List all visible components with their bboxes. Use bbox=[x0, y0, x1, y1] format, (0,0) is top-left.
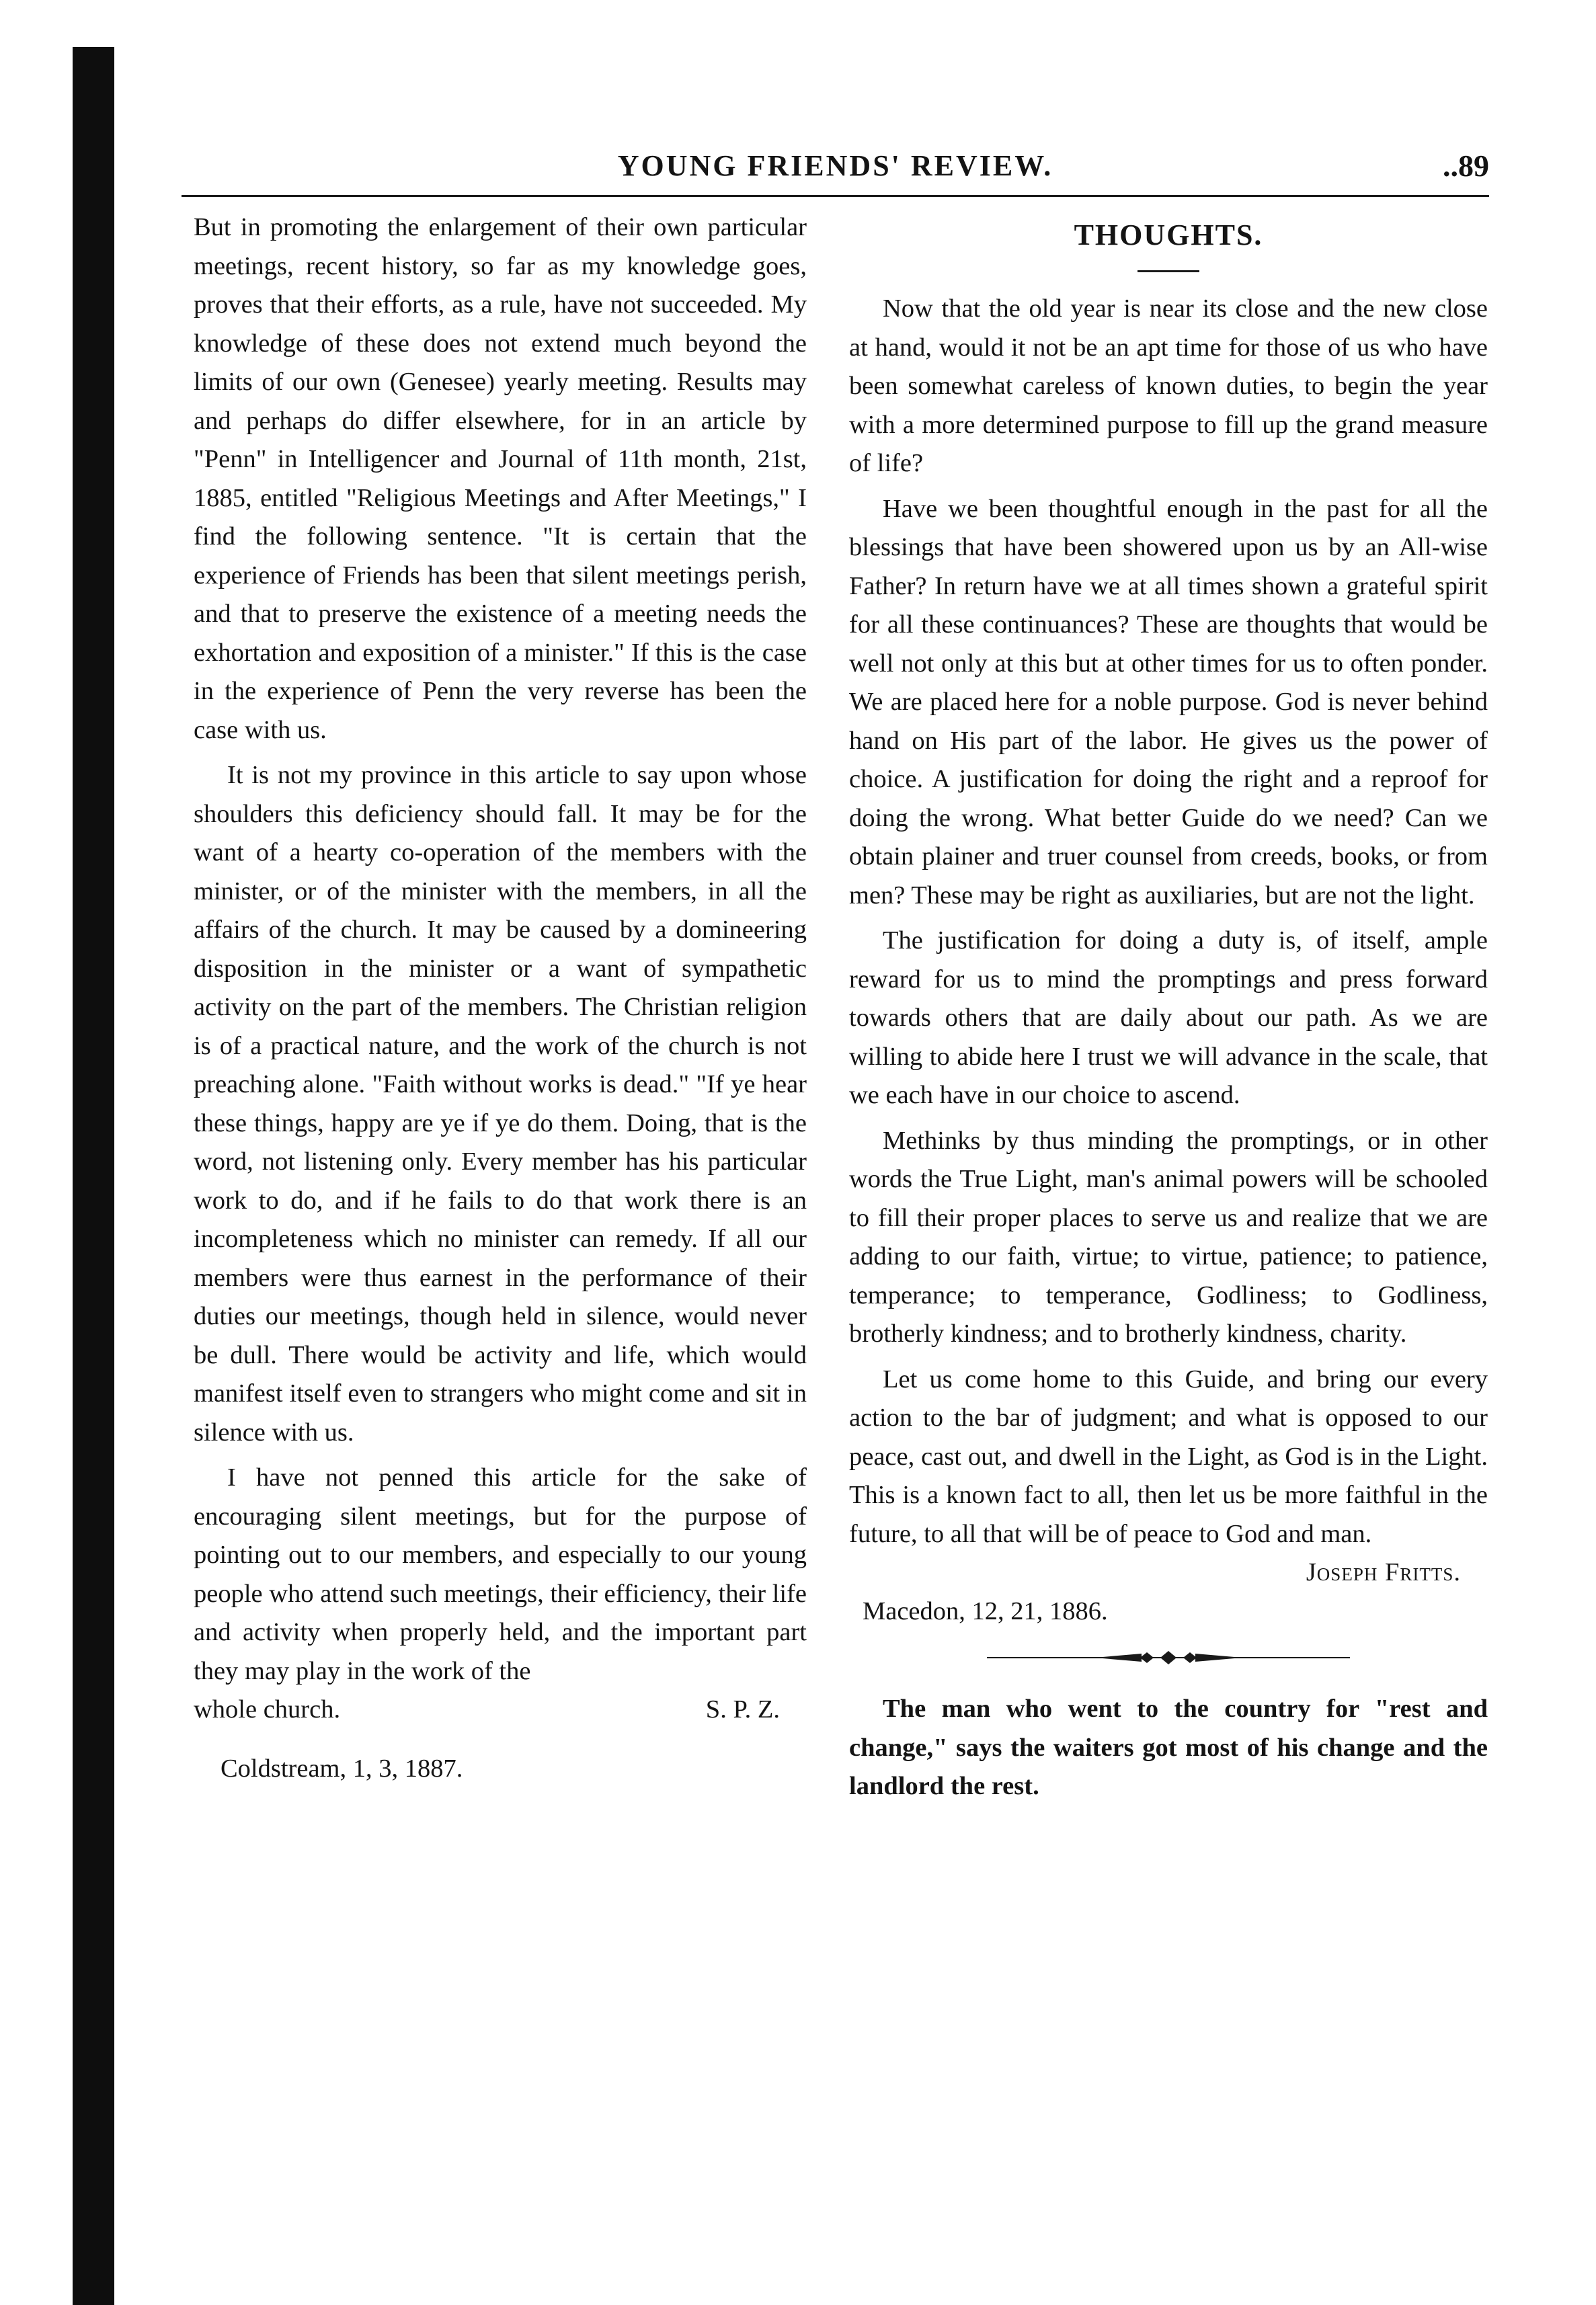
left-column bbox=[194, 208, 807, 1788]
journal-title: YOUNG FRIENDS' REVIEW. bbox=[617, 149, 1053, 182]
left-place-date: Coldstream, 1, 3, 1887. bbox=[221, 1754, 463, 1783]
anecdote: The man who went to the country for "rest and change," says the waiters got most of his change and the landlord the rest. bbox=[849, 1695, 1488, 1800]
section-title: THOUGHTS. bbox=[1074, 218, 1263, 251]
left-signature-line bbox=[194, 1691, 807, 1730]
right-paragraph-4: Methinks by thus minding the promptings, or in other words the True Light, man's animal powers will be schooled to fill their proper places to serve us and realize that we are adding to our faith, virtue; to virtue, patience; to patience, temperance; to temperance, Godliness; to Godliness, brotherly kindness; and to brotherly kindness, charity. bbox=[849, 1126, 1488, 1348]
ornament-divider bbox=[849, 1637, 1488, 1678]
right-column bbox=[849, 208, 1488, 1806]
binding-shadow bbox=[73, 47, 114, 2305]
right-paragraph-1: Now that the old year is near its close and the new close at hand, would it not be an apt time for those of us who have been somewhat careless of known duties, to begin the year with a more determined purpose to fill up the grand measure of life? bbox=[849, 294, 1488, 477]
ornament-icon bbox=[987, 1648, 1350, 1668]
left-paragraph-2: It is not my province in this article to say upon whose shoulders this deficiency should fall. It may be for the want of a hearty co-operation of the members with the minister, or of the minister with the members, in all the affairs of the church. It may be caused by a domineering disposition in the minister or a want of sympathetic activity on the part of the members. The Christian religion is of a practical nature, and the work of the church is not preaching alone. "Faith without works is dead." "If ye hear these things, happy are ye if ye do them. Doing, that is the word, not listening only. Every member has his particular work to do, and if he fails to do that work there is an incompleteness which no minister can remedy. If all our members were thus earnest in the performance of their duties our meetings, though held in silence, would never be dull. There would be activity and life, which would manifest itself even to strangers who might come and sit in silence with us. bbox=[194, 761, 807, 1447]
left-paragraph-1: But in promoting the enlargement of their own particular meetings, recent history, so far as my knowledge goes, proves that their efforts, as a rule, have not succeeded. My knowledge of these does not extend much beyond the limits of our own (Genesee) yearly meeting. Results may and perhaps do differ elsewhere, for in an article by "Penn" in Intelligencer and Journal of 11th month, 21st, 1885, entitled "Religious Meetings and After Meetings," I find the following sentence. "It is certain that the experience of Friends has been that silent meetings perish, and that to preserve the existence of a meeting needs the exhortation and exposition of a minister." If this is the case in the experience of Penn the very reverse has been the case with us. bbox=[194, 213, 807, 744]
right-place-date: Macedon, 12, 21, 1886. bbox=[863, 1596, 1108, 1625]
left-paragraph-3: I have not penned this article for the sake of encouraging silent meetings, but for the purpose of pointing out to our members, and especially to our young people who attend such meetings, their efficiency, their life and activity when properly held, and the important part they may play in the work of the bbox=[194, 1463, 807, 1685]
author-name: Joseph Fritts. bbox=[1306, 1558, 1461, 1586]
right-paragraph-5: Let us come home to this Guide, and bring our every action to the bar of judgment; and what is opposed to our peace, cast out, and dwell in the Light, as God is in the Light. This is a known fact to all, then let us be more faithful in the future, to all that will be of peace to God and man. bbox=[849, 1365, 1488, 1548]
header-rule bbox=[182, 195, 1489, 197]
left-last-line: whole church. bbox=[194, 1695, 341, 1724]
page-header bbox=[182, 143, 1489, 190]
right-paragraph-2: Have we been thoughtful enough in the past for all the blessings that have been showered upon us by an All-wise Father? In return have we at all times shown a grateful spirit for all these continuances? These are thoughts that would be well not only at this but at other times for us to often ponder. We are placed here for a noble purpose. God is never behind hand on His part of the labor. He gives us the power of choice. A justification for doing the right and a reproof for doing the wrong. What better Guide do we need? Can we obtain plainer and truer counsel from creeds, books, or from men? These may be right as auxiliaries, but are not the light. bbox=[849, 494, 1488, 909]
page-number: ..89 bbox=[1443, 149, 1489, 183]
left-initials: S. P. Z. bbox=[705, 1695, 780, 1724]
right-paragraph-3: The justification for doing a duty is, of itself, ample reward for us to mind the promptings and press forward towards others that are daily about our path. As we are willing to abide here I trust we will advance in the scale, that we each have in our choice to ascend. bbox=[849, 926, 1488, 1109]
title-rule bbox=[1138, 270, 1199, 272]
